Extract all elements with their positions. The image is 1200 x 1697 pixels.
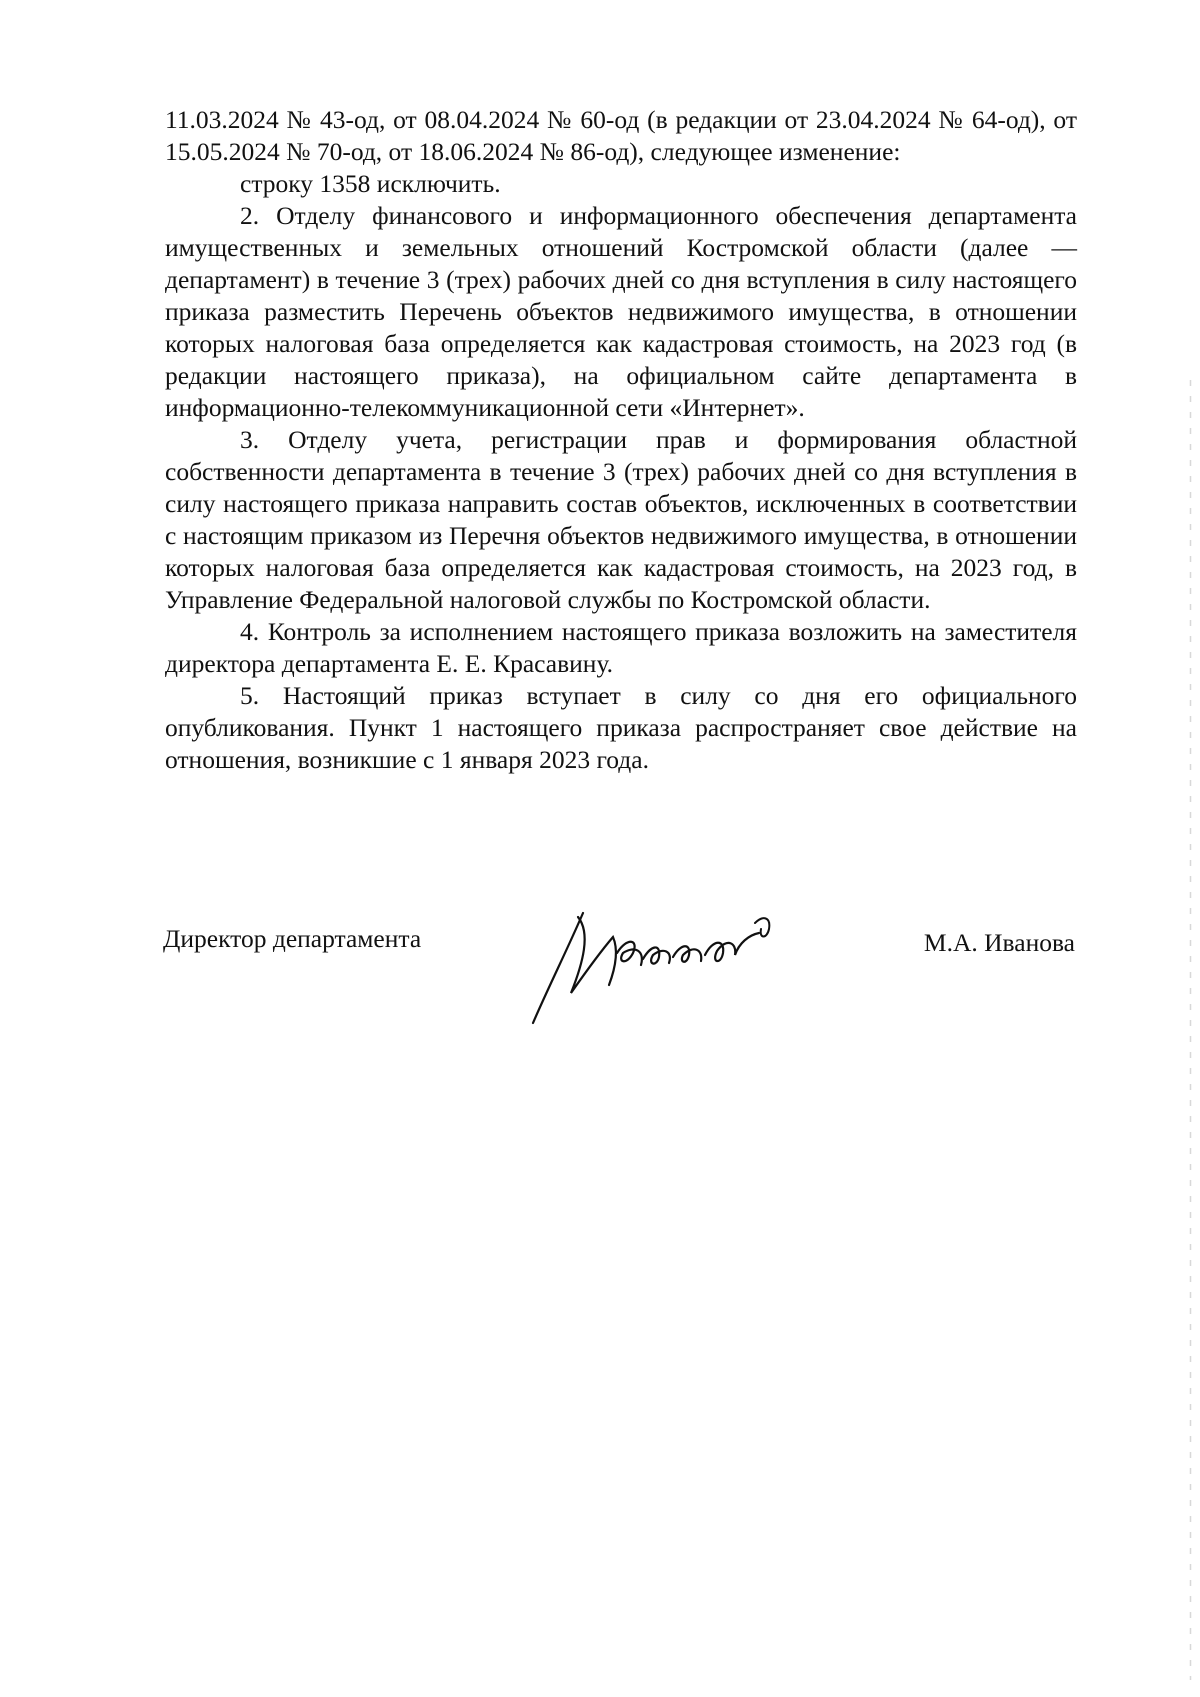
paragraph-item-2: 2. Отделу финансового и информационного обеспечения департамента имущественных и земельных отношений Костромской области (далее — департамент) в течение 3 (трех) рабочих дней со дня вступления в силу настоящего приказа разместить Перечень объектов недвижимого имущества, в отношении которых налоговая база определяется как кадастровая стоимость, на 2023 год (в редакции настоящего приказа), на официальном сайте департамента в информационно-телекоммуникационной сети «Интернет». — [165, 201, 1077, 422]
paragraph-item-4: 4. Контроль за исполнением настоящего приказа возложить на заместителя директора департамента Е. Е. Красавину. — [165, 617, 1077, 678]
paragraph-continuation: 11.03.2024 № 43-од, от 08.04.2024 № 60-од (в редакции от 23.04.2024 № 64-од), от 15.05.2024 № 70-од, от 18.06.2024 № 86-од), следующее изменение: — [165, 105, 1077, 166]
scan-edge-artifact — [1189, 380, 1192, 1680]
signatory-name: М.А. Иванова — [923, 928, 1075, 957]
paragraph-item-5: 5. Настоящий приказ вступает в силу со дня его официального опубликования. Пункт 1 настоящего приказа распространяет свое действие на отношения, возникшие с 1 января 2023 года. — [165, 681, 1077, 774]
handwritten-signature — [523, 893, 793, 1033]
paragraph-exclude-line: строку 1358 исключить. — [240, 169, 501, 198]
paragraph-item-3: 3. Отделу учета, регистрации прав и формирования областной собственности департамента в течение 3 (трех) рабочих дней со дня вступления в силу настоящего приказа направить состав объектов, исключенных в соответствии с настоящим приказом из Перечня объектов недвижимого имущества, в отношении которых налоговая база определяется как кадастровая стоимость, на 2023 год, в Управление Федеральной налоговой службы по Костромской области. — [165, 425, 1077, 614]
document-body — [165, 104, 1077, 776]
signatory-position: Директор департамента — [163, 924, 422, 953]
signature-block — [163, 905, 1075, 1025]
